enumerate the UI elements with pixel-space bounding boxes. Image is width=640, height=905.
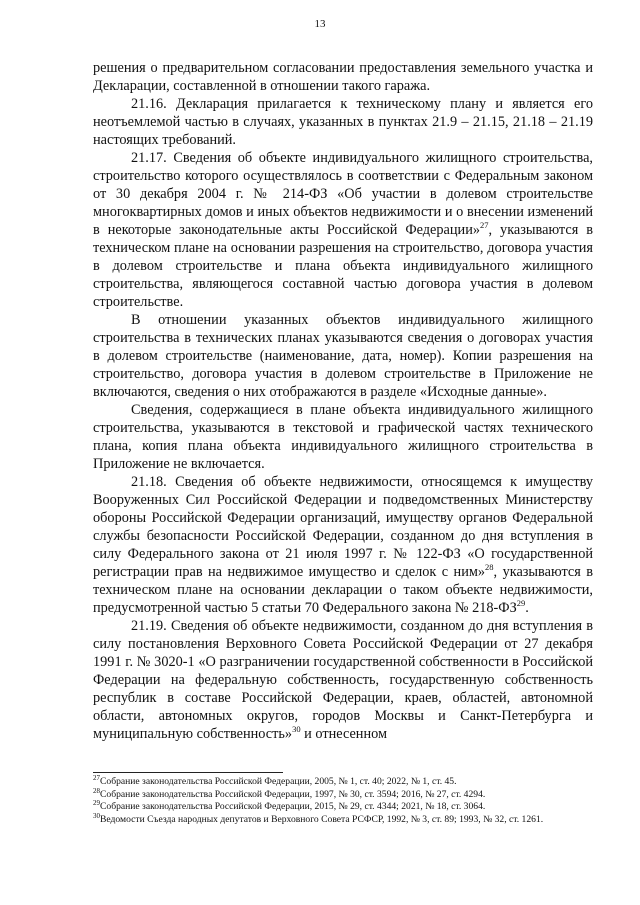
footnote-text: Ведомости Съезда народных депутатов и Верховного Совета РСФСР, 1992, № 3, ст. 89; 1993, № 32, ст. 1261. [100, 813, 544, 825]
paragraph [93, 617, 593, 743]
paragraph-text: , указываются в техническом плане на основании разрешения на строительство, договора участия в долевом строительстве и плана объекта индивидуального жилищного строительства, являющегося составной частью договора участия в долевом строительстве. [93, 222, 593, 310]
footnote-text: Собрание законодательства Российской Федерации, 1997, № 30, ст. 3594; 2016, № 27, ст. 4294. [100, 788, 486, 800]
footnotes [93, 773, 593, 826]
paragraph-text: Сведения, содержащиеся в плане объекта индивидуального жилищного строительства, указываются в текстовой и графической частях технического плана, копия плана объекта индивидуального жилищного строительства в Приложение не включается. [93, 402, 593, 472]
paragraph-text: и отнесенном [300, 726, 388, 742]
footnote-separator [93, 772, 283, 773]
footnote-reference: 29 [516, 598, 526, 609]
paragraph-text: 21.19. Сведения об объекте недвижимости, созданном до дня вступления в силу постановления Верховного Совета Российской Федерации от 27 декабря 1991 г. № 3020-1 «О разграничении государственной собственности в Российской Федерации на федеральную собственность, государственную собственность республик в составе Российской Федерации, краев, областей, автономной области, автономных округов, городов Москвы и Санкт-Петербурга и муниципальную собственность» [93, 618, 593, 742]
footnote-mark: 29 [93, 799, 100, 807]
paragraph-text: 21.17. Сведения об объекте индивидуального жилищного строительства, строительство которого осуществлялось в соответствии с Федеральным законом от 30 декабря 2004 г. № 214-ФЗ «Об участии в долевом строительстве многоквартирных домов и иных объектов недвижимости и о внесении изменений в некоторые законодательные акты Российской Федерации» [93, 150, 593, 238]
paragraph-text: , указываются в техническом плане на основании декларации о таком объекте недвижимости, предусмотренной частью 5 статьи 70 Федерального закона № 218-ФЗ [93, 564, 593, 616]
footnote-reference: 28 [485, 562, 494, 573]
page-number: 13 [314, 18, 326, 30]
paragraph-text: решения о предварительном согласовании предоставления земельного участка и Декларации, составленной в отношении такого гаража. [93, 60, 593, 94]
footnote-reference: 30 [292, 724, 301, 735]
paragraph-text: . [525, 600, 529, 616]
paragraph [93, 95, 593, 149]
paragraph-text: В отношении указанных объектов индивидуального жилищного строительства в технических планах указываются сведения о договорах участия в долевом строительстве (наименование, дата, номер). Копии разрешения на строительство, договора участия в долевом строительстве в Приложение не включаются, сведения о них отображаются в разделе «Исходные данные». [93, 312, 593, 400]
body-text [93, 59, 593, 743]
footnote [93, 786, 593, 802]
paragraph [93, 59, 593, 95]
paragraph [93, 401, 593, 473]
paragraph [93, 311, 593, 401]
footnote-mark: 27 [93, 773, 100, 782]
paragraph-text: 21.16. Декларация прилагается к техническому плану и является его неотъемлемой частью в случаях, указанных в пунктах 21.9 – 21.15, 21.18 – 21.19 настоящих требований. [93, 96, 593, 148]
paragraph [93, 473, 593, 617]
paragraph-text: 21.18. Сведения об объекте недвижимости, относящемся к имуществу Вооруженных Сил Российской Федерации и подведомственных Министерству обороны Российской Федерации организаций, имуществу органов Федеральной службы безопасности Российской Федерации, созданном до дня вступления в силу Федерального закона от 21 июля 1997 г. № 122-ФЗ «О государственной регистрации прав на недвижимое имущество и сделок с ним» [93, 474, 593, 580]
footnote [93, 801, 593, 814]
footnote-mark: 28 [93, 786, 100, 795]
footnote-text: Собрание законодательства Российской Федерации, 2005, № 1, ст. 40; 2022, № 1, ст. 45. [100, 776, 457, 787]
footnote-mark: 30 [93, 811, 100, 820]
footnote-text: Собрание законодательства Российской Федерации, 2015, № 29, ст. 4344; 2021, № 18, ст. 3064. [100, 801, 486, 813]
paragraph [93, 149, 593, 311]
footnote [93, 811, 593, 827]
footnote-reference: 27 [480, 220, 489, 231]
footnote [93, 773, 593, 789]
